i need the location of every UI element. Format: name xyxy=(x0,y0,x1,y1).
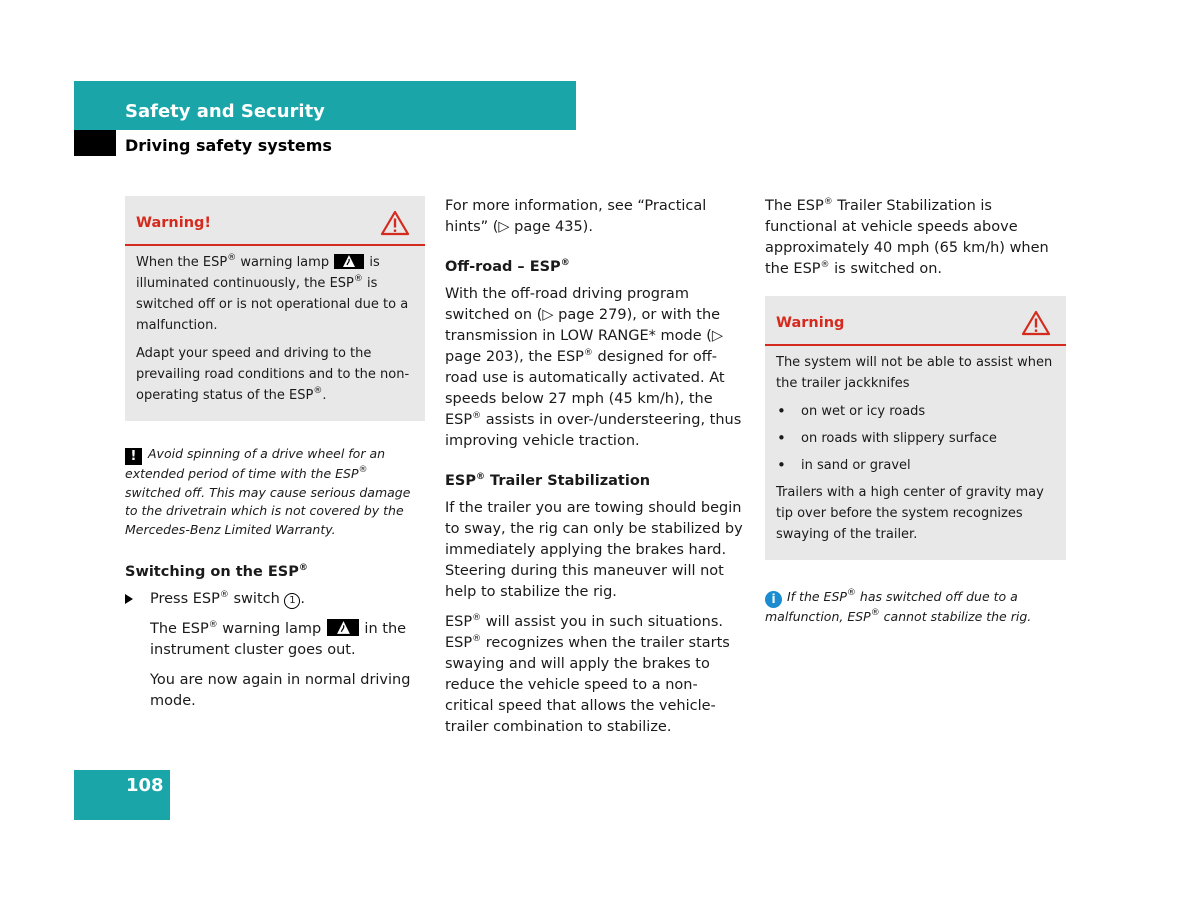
heading-trailer-stabilization: ESP® Trailer Stabilization xyxy=(445,472,651,489)
section-title: Safety and Security xyxy=(125,101,325,122)
trailer-paragraph-2: ESP® will assist you in such situations. ESP® recognizes when the trailer starts swaying and will apply the brakes to reduce the vehicle speed to a non-critical speed that allows the vehicle-trailer combination to stabilize. xyxy=(445,613,730,735)
warning-paragraph-1: When the ESP® warning lamp is illuminated continuously, the ESP® is switched off or is not operational due to a malfunction. xyxy=(136,253,409,333)
heading-offroad: Off-road – ESP® xyxy=(445,258,570,275)
offroad-paragraph: With the off-road driving program switched on (▷ page 279), or with the transmission in LOW RANGE* mode (▷ page 203), the ESP® designed for off-road use is automatically activated. At speeds below 27 mph (45 km/h), the ESP® assists in over-/understeering, thus improving vehicle traction. xyxy=(445,286,742,449)
column-1 xyxy=(125,196,425,712)
warning-triangle-icon xyxy=(380,210,410,236)
trailer-paragraph-1: If the trailer you are towing should begin to sway, the rig can only be stabilized by immediately applying the brakes hard. Steering during this maneuver will not help to stabilize the rig. xyxy=(445,500,743,600)
warning-title: Warning! xyxy=(136,215,212,231)
list-item: • on roads with slippery surface xyxy=(776,428,1055,449)
subsection-marker xyxy=(74,130,116,156)
page-number: 108 xyxy=(126,775,164,796)
warning-intro: The system will not be able to assist when the trailer jackknifes xyxy=(776,355,1053,391)
practical-hints-text: For more information, see “Practical hints” (▷ page 435). xyxy=(445,198,707,235)
column-2 xyxy=(445,196,745,738)
heading-switching-on: Switching on the ESP® xyxy=(125,563,308,580)
step-result-1: The ESP® warning lamp in the instrument cluster goes out. xyxy=(150,620,407,658)
info-icon: i xyxy=(765,591,782,608)
instruction-step: Press ESP® switch 1 . xyxy=(125,589,425,610)
warning-bullet-list xyxy=(776,401,1055,476)
list-item: • on wet or icy roads xyxy=(776,401,1055,422)
warning-box-trailer xyxy=(765,296,1066,560)
switch-number-badge: 1 xyxy=(284,593,300,609)
arrow-bullet-icon xyxy=(125,594,133,604)
warning-title: Warning xyxy=(776,315,845,331)
exclamation-icon: ! xyxy=(125,448,142,465)
warning-body xyxy=(125,246,425,406)
warning-header xyxy=(765,296,1066,346)
step-result-2: You are now again in normal driving mode. xyxy=(150,672,411,709)
info-note: i If the ESP® has switched off due to a malfunction, ESP® cannot stabilize the rig. xyxy=(765,588,1032,624)
esp-warning-lamp-icon xyxy=(334,254,364,269)
warning-header xyxy=(125,196,425,246)
notice-text: ! Avoid spinning of a drive wheel for an extended period of time with the ESP® switched off. This may cause serious damage to the drivetrain which is not covered by the Mercedes-Benz Limited Warranty. xyxy=(125,446,411,537)
column-3 xyxy=(765,196,1066,627)
esp-warning-lamp-icon xyxy=(327,619,359,636)
warning-outro: Trailers with a high center of gravity may tip over before the system recognizes swaying of the trailer. xyxy=(776,485,1044,542)
warning-paragraph-2: Adapt your speed and driving to the prevailing road conditions and to the non-operating status of the ESP®. xyxy=(136,346,410,403)
warning-box-esp xyxy=(125,196,425,421)
subsection-title: Driving safety systems xyxy=(125,136,332,155)
warning-body xyxy=(765,346,1066,545)
warning-triangle-icon xyxy=(1021,310,1051,336)
list-item: • in sand or gravel xyxy=(776,455,1055,476)
trailer-functional-text: The ESP® Trailer Stabilization is functional at vehicle speeds above approximately 40 mph (65 km/h) when the ESP® is switched on. xyxy=(765,197,1049,277)
